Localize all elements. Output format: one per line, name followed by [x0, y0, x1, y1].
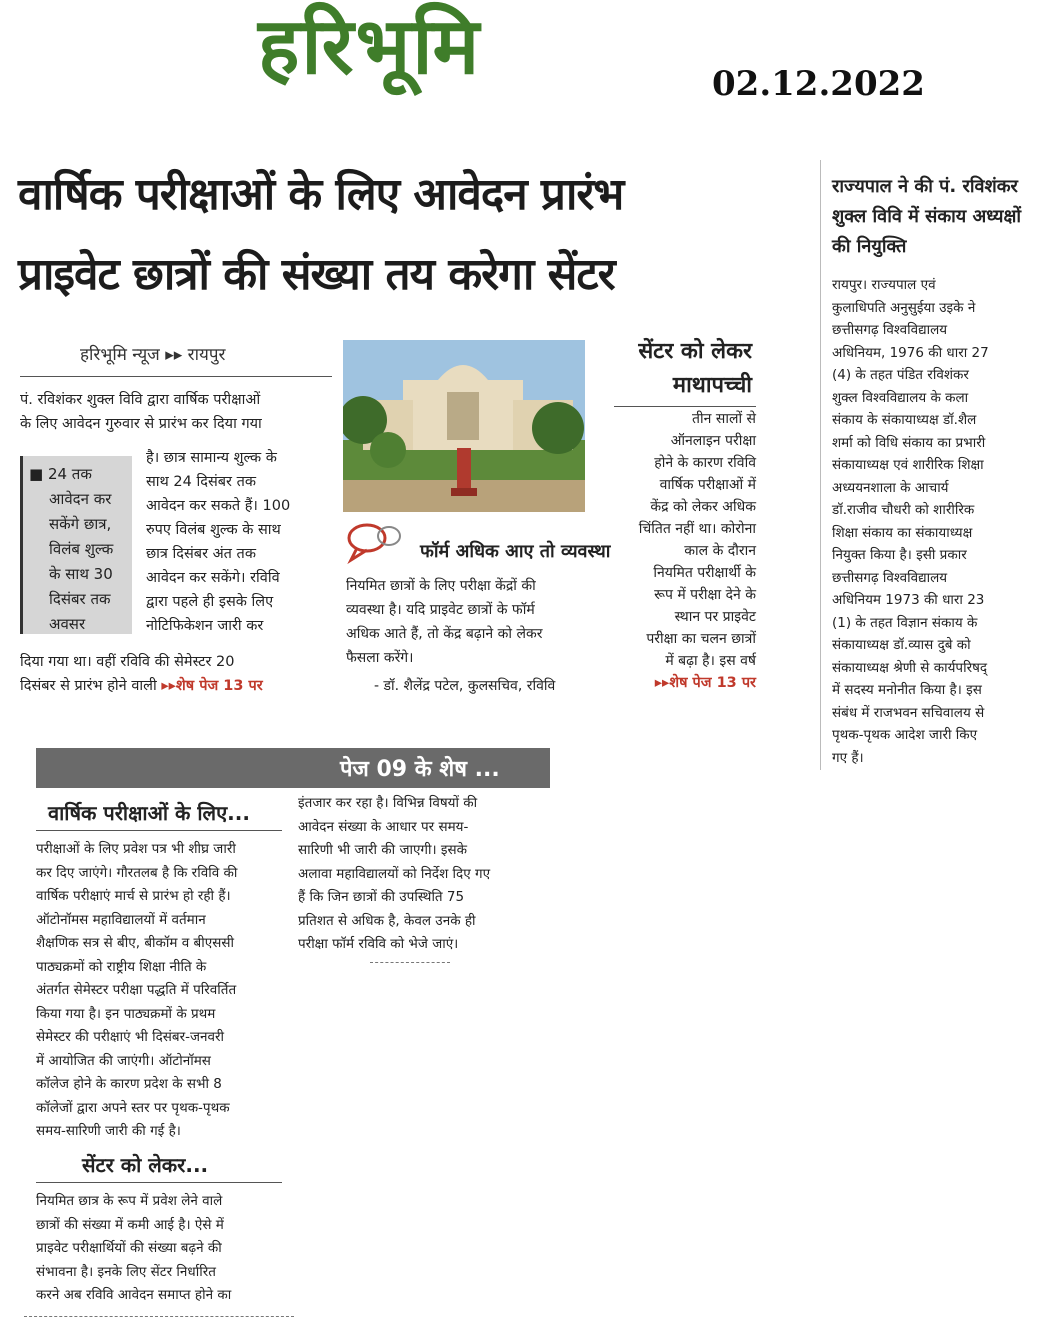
center-line: रूप में परीक्षा देने के: [654, 587, 756, 603]
sidebar-title-line: राज्यपाल ने की पं. रविशंकर: [832, 176, 1018, 197]
center-line: तीन सालों से: [692, 411, 756, 427]
continuation-line: किया गया है। इन पाठ्यक्रमों के प्रथम: [36, 1005, 216, 1022]
highlight-line: के साथ 30: [49, 565, 113, 583]
center-line: चिंतित नहीं था। कोरोना: [638, 521, 756, 537]
article-line: दिया गया था। वहीं रविवि की सेमेस्टर 20: [20, 654, 235, 670]
sidebar-line: संकायाध्यक्ष एवं शारीरिक शिक्षा: [832, 457, 984, 473]
continued-on-page-link[interactable]: ▸▸शेष पेज 13 पर: [161, 678, 263, 694]
university-building-photo: [343, 340, 585, 512]
byline: हरिभूमि न्यूज ▸▸ रायपुर: [80, 345, 226, 365]
center-title-line-2: माथापच्ची: [672, 373, 752, 398]
section-1-rule: [36, 830, 282, 831]
continuation-line: नियमित छात्र के रूप में प्रवेश लेने वाले: [36, 1193, 223, 1209]
highlight-line: ■ 24 तक: [29, 465, 92, 483]
center-line: परीक्षा का चलन छात्रों: [646, 631, 756, 647]
continuation-line: प्राइवेट परीक्षार्थियों की संख्या बढ़ने की: [36, 1240, 222, 1256]
continuation-line: शैक्षणिक सत्र से बीए, बीकॉम व बीएससी: [36, 935, 234, 951]
continuation-line: इंतजार कर रहा है। विभिन्न विषयों की: [298, 795, 478, 811]
continuation-line: पाठ्यक्रमों को राष्ट्रीय शिक्षा नीति के: [36, 958, 207, 975]
article-line: नोटिफिकेशन जारी कर: [146, 618, 264, 634]
speech-bubble-icon: [345, 520, 405, 568]
continuation-line: परीक्षाओं के लिए प्रवेश पत्र भी शीघ्र जारी: [36, 841, 236, 857]
section-end-divider: [24, 1316, 294, 1317]
sidebar-article-text: [832, 274, 1040, 769]
article-line: के लिए आवेदन गुरुवार से प्रारंभ कर दिया गया: [20, 416, 262, 432]
headline-line-1: वार्षिक परीक्षाओं के लिए आवेदन प्रारंभ: [18, 169, 624, 220]
article-line: रुपए विलंब शुल्क के साथ: [146, 522, 281, 538]
sidebar-line: में सदस्य मनोनीत किया है। इस: [832, 682, 982, 698]
article-line-text: दिसंबर से प्रारंभ होने वाली: [20, 678, 157, 694]
center-line: वार्षिक परीक्षाओं में: [659, 477, 756, 493]
continuation-line: कॉलेज होने के कारण प्रदेश के सभी 8: [36, 1076, 222, 1092]
continuation-header-title: पेज 09 के शेष ...: [340, 757, 500, 782]
continuation-line: अंतर्गत सेमेस्टर परीक्षा पद्धति में परिवर्तित: [36, 982, 237, 998]
article-line: द्वारा पहले ही इसके लिए: [146, 594, 274, 610]
article-line: आवेदन कर सकते हैं। 100: [146, 498, 291, 514]
continuation-line: समय-सारिणी जारी की गई है।: [36, 1123, 181, 1139]
sidebar-line: शुक्ल विश्वविद्यालय के कला: [832, 389, 969, 406]
center-line: नियमित परीक्षार्थी के: [653, 565, 756, 581]
center-line: ऑनलाइन परीक्षा: [670, 433, 756, 449]
continuation-section-1-text: [36, 838, 280, 1144]
center-line: में बढ़ा है। इस वर्ष: [665, 653, 756, 669]
continuation-line: ऑटोनॉमस महाविद्यालयों में वर्तमान: [36, 911, 206, 928]
continuation-line: कर दिए जाएंगे। गौरतलब है कि रविवि की: [36, 864, 238, 881]
sidebar-title-line: की नियुक्ति: [832, 236, 907, 257]
sidebar-line: छत्तीसगढ़ विश्वविद्यालय: [832, 322, 948, 338]
continuation-section-2-title: सेंटर को लेकर...: [82, 1153, 209, 1177]
quote-line: फैसला करेंगे।: [346, 650, 414, 666]
continuation-line: प्रतिशत से अधिक है, केवल उनके ही: [298, 912, 476, 929]
sidebar-divider: [820, 160, 821, 770]
highlight-box: [20, 456, 132, 634]
continuation-line: कॉलेजों द्वारा अपने स्तर पर पृथक-पृथक: [36, 1099, 230, 1116]
center-article-text: [610, 408, 756, 694]
sidebar-line: शर्मा को विधि संकाय का प्रभारी: [832, 434, 986, 451]
continuation-line: वार्षिक परीक्षाएं मार्च से प्रारंभ हो रही हैं।: [36, 888, 231, 904]
newspaper-masthead: हरिभूमि: [258, 2, 482, 92]
sidebar-line: संकायाध्यक्ष श्रेणी से कार्यपरिषद्: [832, 659, 988, 676]
highlight-line: अवसर: [49, 615, 86, 633]
article-line: पं. रविशंकर शुक्ल विवि द्वारा वार्षिक परीक्षाओं: [20, 392, 261, 408]
sidebar-line: गए हैं।: [832, 749, 864, 766]
sidebar-line: कुलाधिपति अनुसुईया उइके ने: [832, 299, 976, 316]
sidebar-line: छत्तीसगढ़ विश्वविद्यालय: [832, 569, 948, 586]
article-line: साथ 24 दिसंबर तक: [146, 474, 256, 490]
continuation-line: करने अब रविवि आवेदन समाप्त होने का: [36, 1287, 232, 1303]
byline-rule: [20, 376, 332, 377]
sidebar-line: संकायाध्यक्ष डॉ.व्यास दुबे को: [832, 637, 971, 653]
sidebar-line: (4) के तहत पंडित रविशंकर: [832, 367, 969, 383]
headline-line-2: प्राइवेट छात्रों की संख्या तय करेगा सेंटर: [18, 249, 615, 300]
quote-title: फॉर्म अधिक आए तो व्यवस्था: [420, 541, 611, 562]
sidebar-line: (1) के तहत विज्ञान संकाय के: [832, 614, 978, 631]
column-end-divider: [370, 962, 450, 963]
continuation-line: हैं कि जिन छात्रों की उपस्थिति 75: [298, 889, 465, 905]
continuation-line: परीक्षा फॉर्म रविवि को भेजे जाएं।: [298, 936, 459, 952]
sidebar-line: अधिनियम 1973 की धारा 23: [832, 592, 985, 608]
article-line: [20, 674, 326, 698]
sidebar-title-line: शुक्ल विवि में संकाय अध्यक्षों: [832, 206, 1022, 227]
sidebar-line: पृथक-पृथक आदेश जारी किए: [832, 727, 978, 743]
highlight-line: दिसंबर तक: [49, 590, 111, 608]
continuation-section-1-title: वार्षिक परीक्षाओं के लिए...: [48, 801, 250, 825]
continuation-line: अलावा महाविद्यालयों को निर्देश दिए गए: [298, 865, 491, 882]
quote-line: अधिक आते हैं, तो केंद्र बढ़ाने को लेकर: [346, 626, 543, 642]
sidebar-title: [832, 172, 1044, 262]
highlight-line: आवेदन कर: [49, 490, 112, 508]
sidebar-line: अधिनियम, 1976 की धारा 27: [832, 344, 989, 361]
main-article-intro: [20, 388, 326, 436]
main-article-column-wrap: [146, 446, 326, 638]
continuation-line: छात्रों की संख्या में कमी आई है। ऐसे में: [36, 1216, 224, 1233]
continuation-line: सारिणी भी जारी की जाएगी। इसके: [298, 842, 468, 858]
continuation-line: संभावना है। इनके लिए सेंटर निर्धारित: [36, 1263, 216, 1280]
sidebar-line: शिक्षा संकाय का संकायाध्यक्ष: [832, 524, 973, 541]
sidebar-line: संबंध में राजभवन सचिवालय से: [832, 704, 985, 721]
sidebar-line: रायपुर। राज्यपाल एवं: [832, 277, 936, 293]
article-line: है। छात्र सामान्य शुल्क के: [146, 450, 277, 466]
center-line: केंद्र को लेकर अधिक: [650, 499, 756, 515]
highlight-line: विलंब शुल्क: [49, 540, 114, 558]
publication-date: 02.12.2022: [712, 64, 925, 104]
section-2-rule: [36, 1182, 282, 1183]
quote-line: व्यवस्था है। यदि प्राइवेट छात्रों के फॉर्म: [346, 602, 535, 618]
quote-line: नियमित छात्रों के लिए परीक्षा केंद्रों की: [346, 578, 536, 594]
article-line: आवेदन कर सकेंगे। रविवि: [146, 570, 280, 586]
main-article-end: [20, 650, 326, 698]
continuation-column-2-text: [298, 792, 540, 957]
center-continued-link[interactable]: ▸▸शेष पेज 13 पर: [654, 675, 756, 691]
sidebar-line: अध्ययनशाला के आचार्य: [832, 479, 949, 496]
article-line: छात्र दिसंबर अंत तक: [146, 546, 256, 562]
continuation-line: सेमेस्टर की परीक्षाएं भी दिसंबर-जनवरी: [36, 1029, 225, 1045]
sidebar-line: नियुक्त किया है। इसी प्रकार: [832, 547, 967, 563]
building-illustration: [343, 340, 585, 512]
continuation-line: आवेदन संख्या के आधार पर समय-: [298, 818, 469, 835]
sidebar-line: डॉ.राजीव चौधरी को शारीरिक: [832, 502, 975, 518]
center-title-line-1: सेंटर को लेकर: [638, 339, 752, 364]
center-line: होने के कारण रविवि: [654, 455, 756, 471]
quote-text: [346, 574, 586, 670]
center-line: काल के दौरान: [684, 543, 756, 559]
center-line: स्थान पर प्राइवेट: [674, 609, 756, 625]
center-title-rule: [614, 406, 756, 407]
sidebar-line: संकाय के संकायाध्यक्ष डॉ.शैल: [832, 412, 977, 428]
highlight-line: सकेंगे छात्र,: [49, 515, 112, 533]
quote-attribution: - डॉ. शैलेंद्र पटेल, कुलसचिव, रविवि: [374, 678, 556, 694]
continuation-line: में आयोजित की जाएंगी। ऑटोनॉमस: [36, 1052, 211, 1069]
continuation-section-2-text: [36, 1190, 280, 1308]
